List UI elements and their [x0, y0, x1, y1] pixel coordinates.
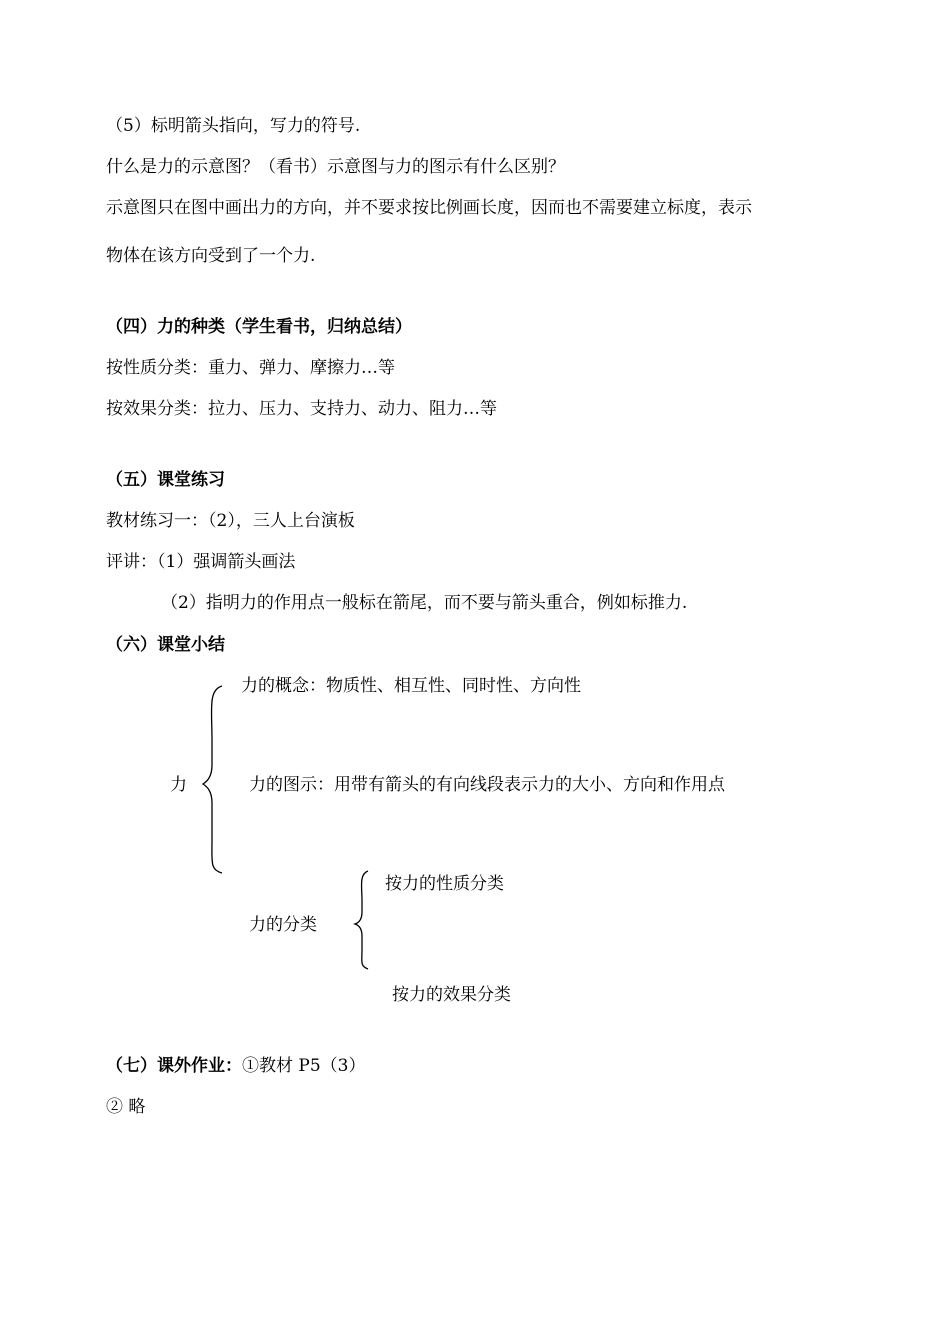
- summary-diagram: 力的图示：用带有箭头的有向线段表示力的大小、方向和作用点: [249, 775, 725, 795]
- classify-by-effect: 按效果分类：拉力、压力、支持力、动力、阻力…等: [106, 399, 497, 419]
- homework-item-1: ①教材 P5（3）: [242, 1056, 366, 1076]
- summary-by-nature: 按力的性质分类: [385, 874, 504, 894]
- comment-1-text: 评讲：（1）强调箭头画法: [106, 552, 296, 572]
- section-4-heading: （四）力的种类（学生看书，归纳总结）: [106, 317, 412, 337]
- summary-root-force: 力: [170, 775, 187, 795]
- answer-line-1: 示意图只在图中画出力的方向，并不要求按比例画长度，因而也不需要建立标度，表示: [106, 198, 752, 218]
- summary-by-effect: 按力的效果分类: [392, 985, 511, 1005]
- classify-by-nature: 按性质分类：重力、弹力、摩擦力…等: [106, 358, 395, 378]
- homework-item-2: ② 略: [106, 1097, 146, 1117]
- section-7-heading: （七）课外作业：: [106, 1056, 242, 1076]
- section-6-heading: （六）课堂小结: [106, 635, 225, 655]
- summary-concept: 力的概念：物质性、相互性、同时性、方向性: [241, 676, 581, 696]
- comment-2-text: （2）指明力的作用点一般标在箭尾，而不要与箭头重合，例如标推力.: [161, 593, 688, 613]
- summary-classification: 力的分类: [249, 915, 317, 935]
- section-5-heading: （五）课堂练习: [106, 470, 225, 490]
- step-5-text: （5）标明箭头指向，写力的符号.: [106, 116, 361, 136]
- exercise-text: 教材练习一：（2），三人上台演板: [106, 511, 355, 531]
- section-7-line: [106, 1055, 365, 1077]
- question-text: 什么是力的示意图？（看书）示意图与力的图示有什么区别？: [106, 157, 565, 177]
- answer-line-2: 物体在该方向受到了一个力.: [106, 246, 316, 266]
